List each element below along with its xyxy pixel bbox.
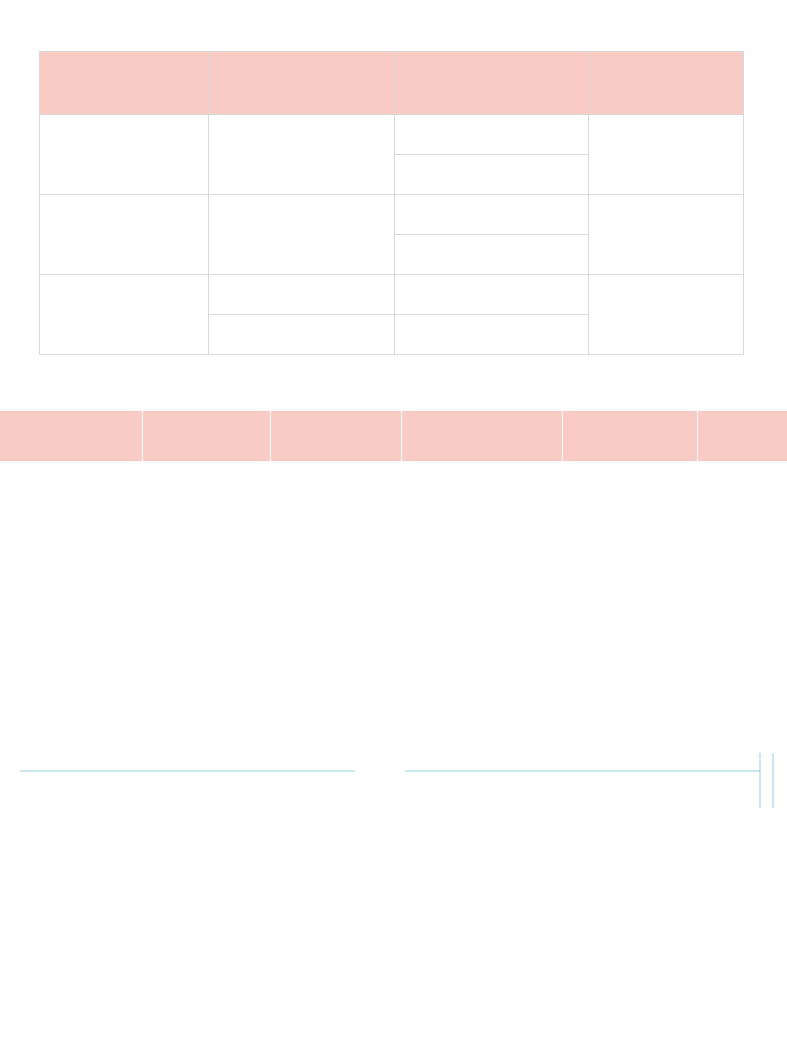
material-cell — [40, 275, 209, 355]
header-material — [40, 52, 209, 115]
header-dowel — [270, 411, 401, 461]
header-dowel-plate — [395, 52, 589, 115]
material-header-row — [40, 52, 744, 115]
plate-cell — [208, 195, 395, 275]
material-table — [39, 51, 744, 355]
material-row — [40, 195, 744, 235]
spec-header-row — [0, 411, 787, 461]
dowel-cell — [395, 155, 589, 195]
sleeve-cell — [589, 275, 744, 355]
sleeve-cell — [589, 195, 744, 275]
material-cell — [40, 115, 209, 195]
dowel-cell — [395, 115, 589, 155]
plate-cell — [208, 315, 395, 355]
material-cell — [40, 195, 209, 275]
header-dowel-sleeve — [589, 52, 744, 115]
plate-cell — [208, 115, 395, 195]
material-row — [40, 275, 744, 315]
header-joint-height — [142, 411, 270, 461]
material-row — [40, 115, 744, 155]
dowel-cell — [395, 275, 589, 315]
header-model — [0, 411, 142, 461]
header-length — [562, 411, 697, 461]
header-joint-plate — [208, 52, 395, 115]
header-dowel-spacing — [401, 411, 562, 461]
spec-table — [0, 411, 787, 461]
dowel-cell — [395, 195, 589, 235]
product-diagram — [0, 720, 787, 1020]
plate-cell — [208, 275, 395, 315]
header-floor-thickness — [697, 411, 787, 461]
dowel-cell — [395, 315, 589, 355]
dowel-cell — [395, 235, 589, 275]
sleeve-cell — [589, 115, 744, 195]
